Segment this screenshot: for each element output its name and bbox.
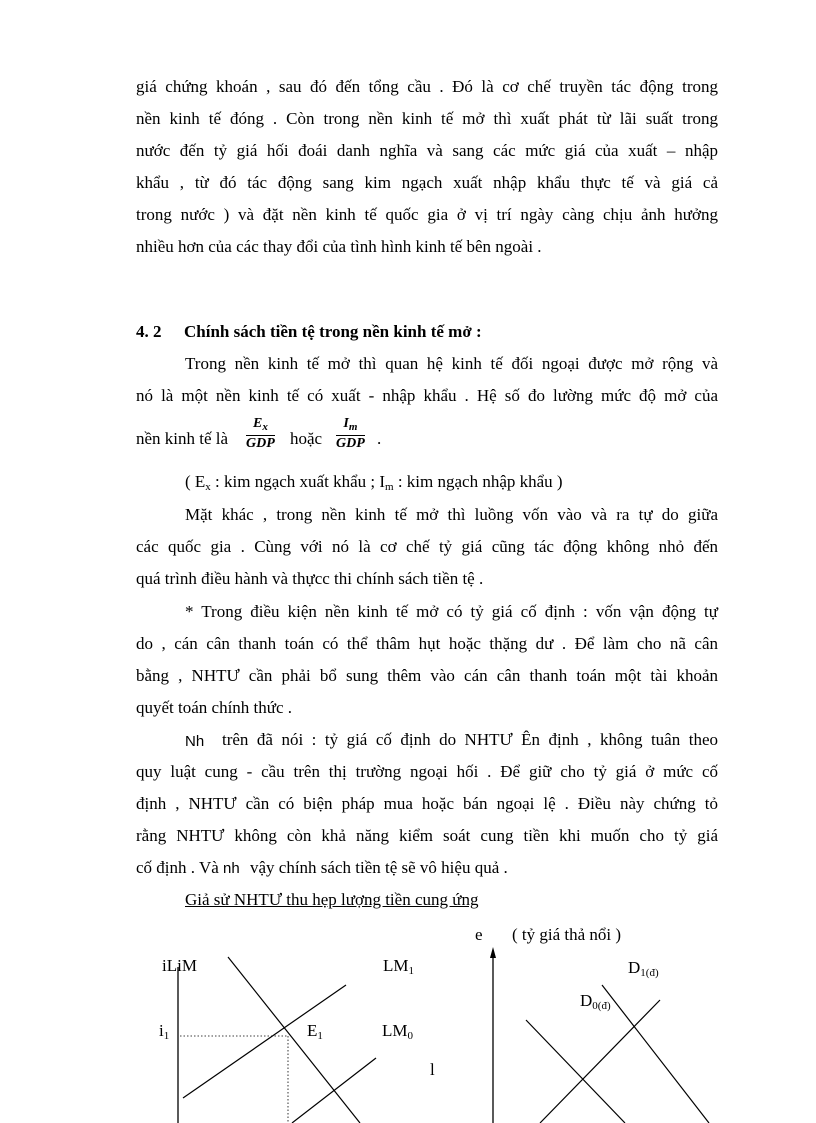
e1-label: $E_1$	[307, 1021, 323, 1042]
para4-line: do , cán cân thanh toán có thể thâm hụt hoặc thặng dư . Để làm cho nã cân	[136, 634, 718, 653]
d0-label: $D_{0(đ)}$	[580, 991, 611, 1012]
formula-prefix: nền kinh tế là	[136, 429, 229, 448]
stray-mark: l	[430, 1060, 435, 1079]
i1-label: $i_1$	[159, 1021, 170, 1042]
d1-label: $D_{1(đ)}$	[628, 958, 659, 979]
openness-fraction-imports: $I_m$ GDP	[336, 416, 365, 451]
right-graph-title: ( tỷ giá thả nổi )	[512, 925, 622, 944]
para5-line: rằng NHTƯ không còn khả năng kiểm soát cung tiền khi muốn cho tỷ giá	[136, 826, 718, 845]
d1-curve	[602, 985, 709, 1123]
lm0-curve	[292, 1058, 376, 1123]
d0-curve	[526, 1020, 625, 1123]
is-curve	[228, 957, 360, 1123]
openness-fraction-exports: $E_x$ GDP	[246, 416, 275, 451]
para5-last-line: cố định . Và nh vậy chính sách tiền tệ sẽ vô hiệu quả .	[136, 858, 508, 877]
right-axis-arrow-icon	[490, 947, 496, 958]
para4-line: quyết toán chính thức .	[136, 698, 293, 717]
notation-note: ( $E_x$ : kim ngạch xuất khẩu ; $I_m$ : kim ngạch nhập khẩu )	[185, 472, 563, 493]
para1-line: nhiều hơn của các thay đổi của tình hình kinh tế bên ngoài .	[136, 237, 542, 256]
para1-line: nước đến tỷ giá hối đoái danh nghĩa và sang các mức giá của xuất – nhập	[136, 141, 718, 160]
para3-line: các quốc gia . Cùng với nó là cơ chế tỷ giá cũng tác động không nhỏ đến	[136, 537, 718, 556]
section-number: 4. 2	[136, 322, 162, 341]
formula-suffix: .	[377, 429, 382, 448]
supply-curve	[540, 1000, 660, 1123]
para3-line: quá trình điều hành và thựcc thi chính sách tiền tệ .	[136, 569, 484, 588]
para2-line: nó là một nền kinh tế có xuất - nhập khẩu . Hệ số đo lường mức độ mở của	[136, 386, 718, 405]
para4-line: bằng , NHTƯ cần phải bổ sung thêm vào cán cân thanh toán một tài khoản	[136, 666, 718, 685]
figure-caption: Giả sử NHTƯ thu hẹp lượng tiền cung ứng	[185, 890, 479, 909]
lm0-label: $LM_0$	[382, 1021, 413, 1042]
para3-line: Mặt khác , trong nền kinh tế mở thì luồng vốn vào và ra tự do giữa	[185, 505, 718, 524]
right-axis-label: e	[475, 925, 483, 944]
para4-line: * Trong điều kiện nền kinh tế mở có tỷ giá cố định : vốn vận động tự	[185, 602, 718, 621]
left-axis-label: iLiM	[162, 956, 197, 975]
para1-line: khẩu , từ đó tác động sang kim ngạch xuất nhập khẩu thực tế và giá cả	[136, 173, 718, 192]
section-title: Chính sách tiền tệ trong nền kinh tế mở :	[184, 322, 482, 341]
para1-line: giá chứng khoán , sau đó đến tổng cầu . Đó là cơ chế truyền tác động trong	[136, 77, 718, 96]
para1-line: trong nước ) và đặt nền kinh tế quốc gia ở vị trí ngày càng chịu ảnh hưởng	[136, 205, 718, 224]
para5-line: định , NHTƯ cần có biện pháp mua hoặc bán ngoại lệ . Điều này chứng tỏ	[136, 794, 718, 813]
para5-line: quy luật cung - cầu trên thị trường ngoại hối . Để giữ cho tỷ giá ở mức cố	[136, 762, 718, 781]
para5-line: trên đã nói : tỷ giá cố định do NHTƯ Ên định , không tuân theo	[222, 730, 718, 749]
formula-connector: hoặc	[290, 429, 323, 448]
para5-broken-word: Nh	[185, 733, 205, 750]
lm1-label: $LM_1$	[383, 956, 414, 977]
para1-line: nền kinh tế đóng . Còn trong nền kinh tế mở thì xuất phát từ lãi suất trong	[136, 109, 718, 128]
para2-line: Trong nền kinh tế mở thì quan hệ kinh tế đối ngoại được mở rộng và	[185, 354, 718, 373]
para5-broken-word: nh	[223, 860, 240, 877]
